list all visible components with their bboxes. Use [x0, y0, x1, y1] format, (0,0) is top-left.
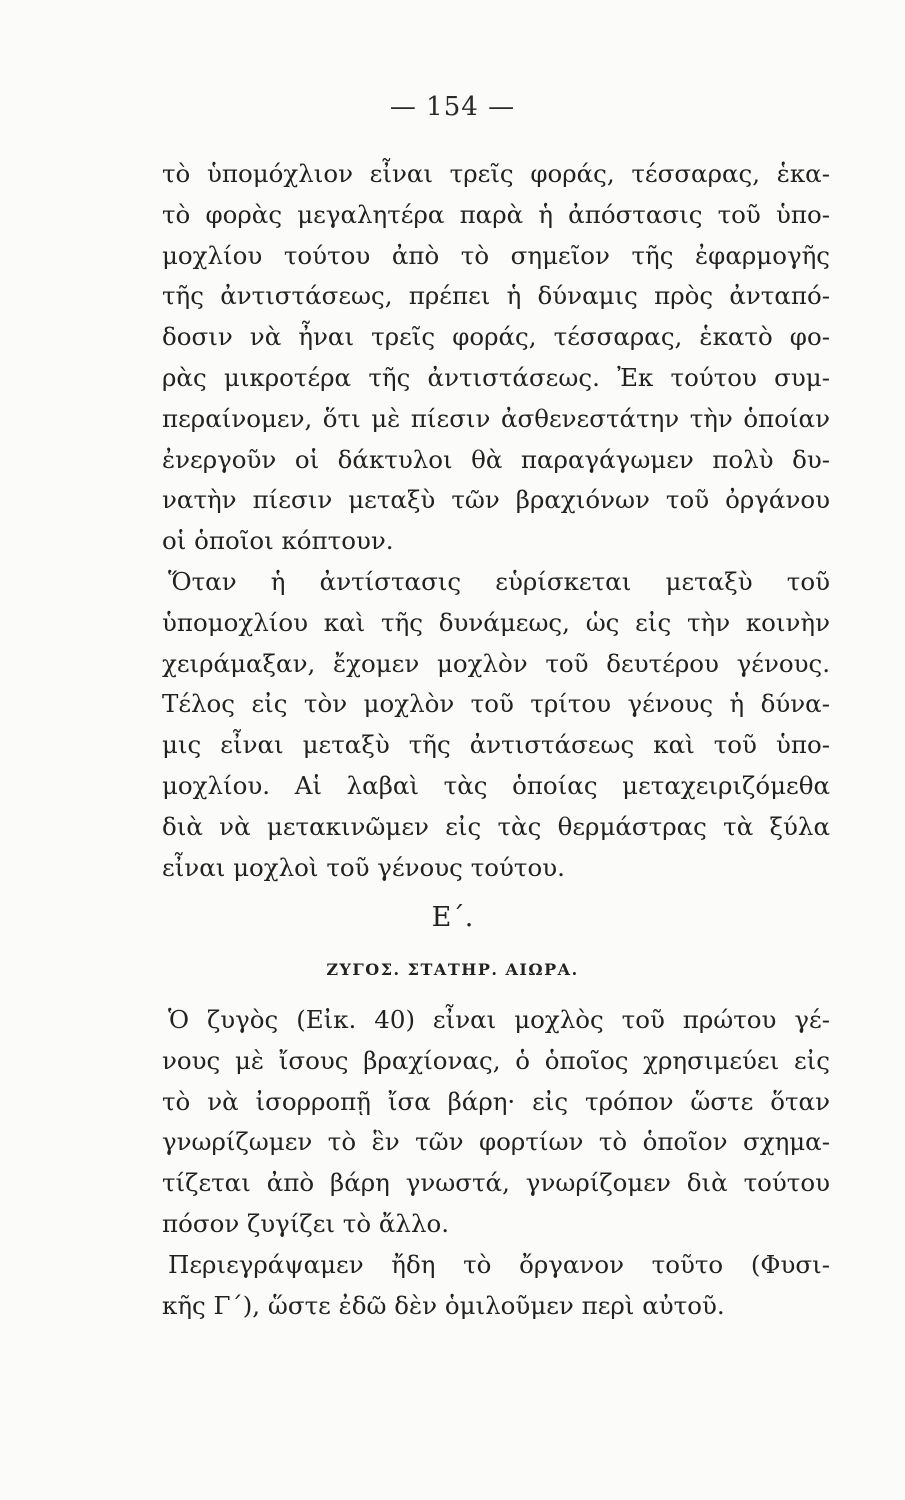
text-line: ρὰς μικροτέρα τῆς ἀντιστάσεως. Ἐκ τούτου συμ- — [162, 362, 830, 392]
text-line: εἶναι μοχλοὶ τοῦ γένους τούτου. — [162, 852, 565, 882]
text-line: χειράμαξαν, ἔχομεν μοχλὸν τοῦ δευτέρου γένους. — [162, 648, 830, 678]
text-line: νατὴν πίεσιν μεταξὺ τῶν βραχιόνων τοῦ ὀργάνου — [162, 485, 830, 515]
text-line: πόσον ζυγίζει τὸ ἄλλο. — [162, 1208, 450, 1238]
text-line: μοχλίου. Αἱ λαβαὶ τὰς ὁποίας μεταχειριζόμεθα — [162, 770, 830, 800]
text-line: Περιεγράψαμεν ἤδη τὸ ὄργανον τοῦτο (Φυσι- — [168, 1249, 830, 1279]
text-line: μοχλίου τούτου ἀπὸ τὸ σημεῖον τῆς ἐφαρμογῆς — [162, 240, 830, 270]
text-line: διὰ νὰ μετακινῶμεν εἰς τὰς θερμάστρας τὰ ξύλα — [162, 811, 830, 841]
text-line: περαίνομεν, ὅτι μὲ πίεσιν ἀσθενεστάτην τὴν ὁποίαν — [162, 403, 830, 433]
text-line: Ὁ ζυγὸς (Εἰκ. 40) εἶναι μοχλὸς τοῦ πρώτου γέ- — [168, 1005, 830, 1034]
text-line: τὸ φορὰς μεγαλητέρα παρὰ ἡ ἀπόστασις τοῦ ὑπο- — [162, 199, 830, 229]
section-heading: ΖΥΓΟΣ. ΣΤΑΤΗΡ. ΑΙΩΡΑ. — [326, 960, 579, 979]
text-line: ὑπομοχλίου καὶ τῆς δυνάμεως, ὡς εἰς τὴν κοινὴν — [162, 607, 830, 637]
text-line: τὸ νὰ ἰσορροπῇ ἴσα βάρη· εἰς τρόπον ὥστε ὅταν — [162, 1086, 830, 1116]
page-number: — 154 — — [389, 92, 516, 122]
text-line: τίζεται ἀπὸ βάρη γνωστά, γνωρίζομεν διὰ τούτου — [162, 1168, 830, 1198]
text-line: νους μὲ ἴσους βραχίονας, ὁ ὁποῖος χρησιμεύει εἰς — [162, 1045, 830, 1075]
text-line: Ὅταν ἡ ἀντίστασις εὑρίσκεται μεταξὺ τοῦ — [168, 566, 830, 596]
section-number: Ε΄. — [431, 902, 474, 933]
text-line: δοσιν νὰ ἦναι τρεῖς φοράς, τέσσαρας, ἑκατὸ φο- — [162, 322, 830, 352]
text-line: γνωρίζωμεν τὸ ἓν τῶν φορτίων τὸ ὁποῖον σχημα- — [162, 1127, 830, 1157]
text-line: οἱ ὁποῖοι κόπτουν. — [162, 526, 394, 556]
text-line: κῆς Γ΄), ὥστε ἐδῶ δὲν ὁμιλοῦμεν περὶ αὐτοῦ. — [162, 1290, 725, 1320]
body-text-top — [162, 154, 830, 888]
body-text-bottom — [162, 1000, 830, 1326]
text-line: ἐνεργοῦν οἱ δάκτυλοι θὰ παραγάγωμεν πολὺ δυ- — [162, 444, 830, 474]
text-line: μις εἶναι μεταξὺ τῆς ἀντιστάσεως καὶ τοῦ ὑπο- — [162, 730, 830, 760]
text-line: τῆς ἀντιστάσεως, πρέπει ἡ δύναμις πρὸς ἀνταπό- — [162, 281, 830, 311]
text-line: τὸ ὑπομόχλιον εἶναι τρεῖς φοράς, τέσσαρας, ἑκα- — [162, 159, 830, 188]
text-line: Τέλος εἰς τὸν μοχλὸν τοῦ τρίτου γένους ἡ δύνα- — [162, 689, 830, 719]
